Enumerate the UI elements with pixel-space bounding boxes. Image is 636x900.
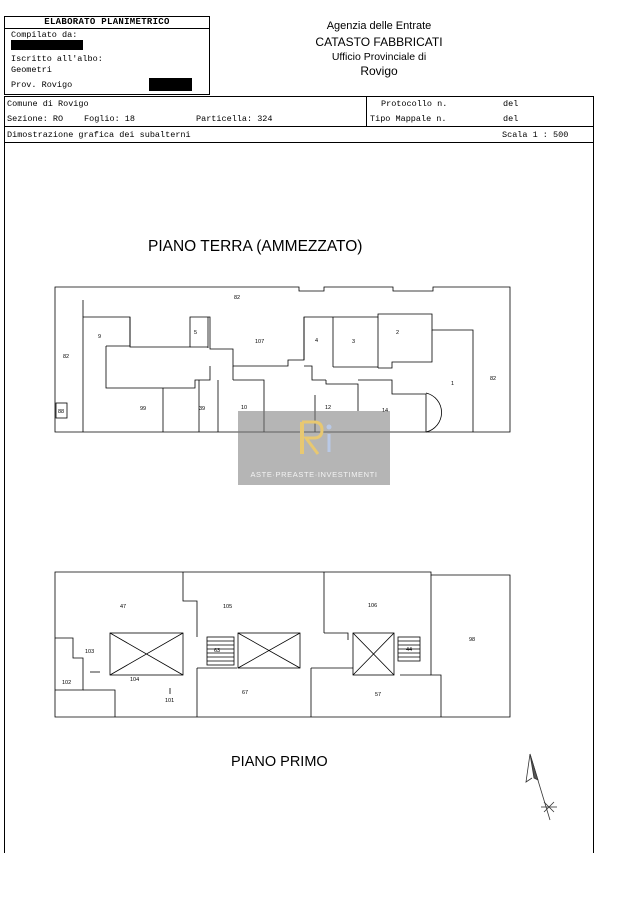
ground-label: 82 <box>234 295 241 301</box>
ground-label: 99 <box>140 406 147 412</box>
compilato-label: Compilato da: <box>11 30 78 40</box>
ground-label: 82 <box>63 354 70 360</box>
ground-label: 82 <box>490 376 497 382</box>
protocollo-text: Protocollo n. <box>381 99 448 109</box>
ground-label: 10 <box>241 405 248 411</box>
first-label: 106 <box>368 603 378 609</box>
albo-value: Geometri <box>11 65 52 75</box>
first-label: 44 <box>406 647 413 653</box>
ground-label: 107 <box>255 339 265 345</box>
first-floor-title: PIANO PRIMO <box>231 754 328 770</box>
first-label: 101 <box>165 698 175 704</box>
watermark-logo <box>296 418 338 458</box>
first-label: 47 <box>120 604 127 610</box>
comune-text: Comune di Rovigo <box>7 99 89 109</box>
foglio-text: Foglio: 18 <box>84 114 136 124</box>
ground-label: 2 <box>396 330 400 336</box>
iscritto-label: Iscritto all'albo: <box>11 54 103 64</box>
watermark-logo-icon <box>296 418 338 458</box>
ground-label: 9 <box>98 334 102 340</box>
prov-label: Prov. Rovigo <box>11 80 73 90</box>
sezione-text: Sezione: RO <box>7 114 64 124</box>
scala-text: Scala 1 : 500 <box>502 130 569 140</box>
first-label: 67 <box>242 690 249 696</box>
ground-label: 12 <box>325 405 332 411</box>
first-label: 102 <box>62 680 72 686</box>
first-label: 104 <box>130 677 140 683</box>
ground-label: 1 <box>451 381 455 387</box>
tipo-mappale-del: del <box>503 114 519 124</box>
elaborato-title: ELABORATO PLANIMETRICO <box>44 17 170 27</box>
ground-label: 88 <box>58 409 65 415</box>
ground-label: 3 <box>352 339 356 345</box>
first-label: 98 <box>469 637 476 643</box>
ground-label: 5 <box>194 330 198 336</box>
first-outline <box>55 572 510 717</box>
tipo-mappale-text: Tipo Mappale n. <box>370 114 447 124</box>
ground-label: 39 <box>199 406 206 412</box>
watermark-text: ASTE·PREASTE·INVESTIMENTI <box>250 470 378 479</box>
agency-line-3: Ufficio Provinciale di <box>331 51 427 63</box>
ground-label: 4 <box>315 338 319 344</box>
north-arrow-icon <box>524 752 564 832</box>
dimostrazione-text: Dimostrazione grafica dei subalterni <box>7 130 191 140</box>
agency-line-4: Rovigo <box>360 64 398 78</box>
particella-text: Particella: 324 <box>196 114 273 124</box>
first-label: 105 <box>223 604 233 610</box>
first-label: 63 <box>214 648 221 654</box>
protocollo-del: del <box>503 99 519 109</box>
agency-line-2: CATASTO FABBRICATI <box>315 35 443 49</box>
first-label: 103 <box>85 649 95 655</box>
agency-line-1: Agenzia delle Entrate <box>326 20 432 32</box>
ground-floor-title: PIANO TERRA (AMMEZZATO) <box>148 238 363 255</box>
first-label: 57 <box>375 692 382 698</box>
